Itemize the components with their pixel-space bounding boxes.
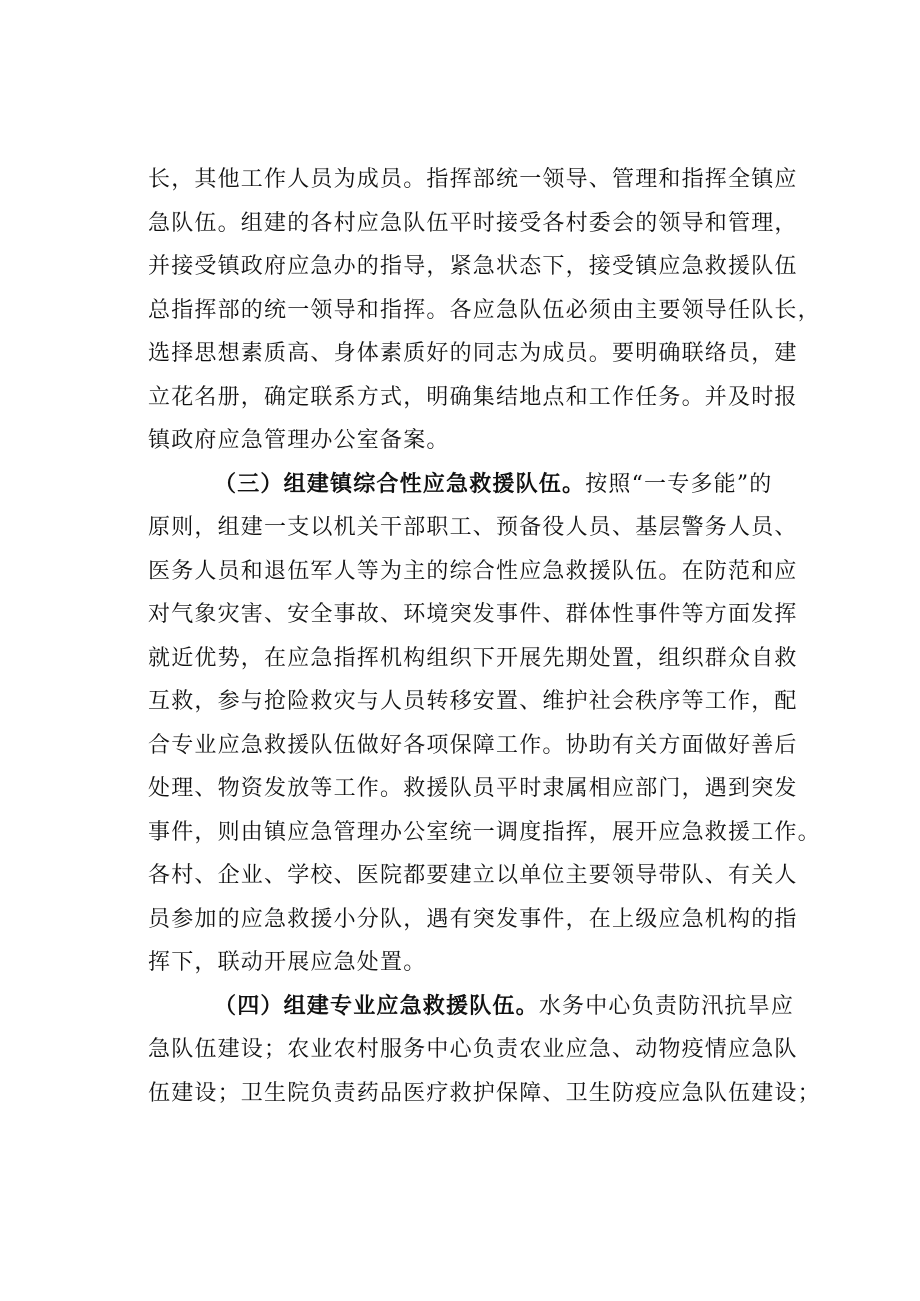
text-run: 按照“一专多能”的 (585, 471, 773, 497)
text-line: 医务人员和退伍军人等为主的综合性应急救援队伍。在防范和应 (148, 558, 798, 584)
text-line: 各村、企业、学校、医院都要建立以单位主要领导带队、有关人 (148, 863, 798, 888)
section-heading: （四）组建专业应急救援队伍。 (214, 993, 539, 1019)
text-line: 事件，则由镇应急管理办公室统一调度指挥，展开应急救援工作。 (148, 819, 821, 845)
text-line: 合专业应急救援队伍做好各项保障工作。协助有关方面做好善后 (148, 732, 798, 758)
text-line: 员参加的应急救援小分队，遇有突发事件，在上级应急机构的指 (148, 906, 798, 932)
text-line: 对气象灾害、安全事故、环境突发事件、群体性事件等方面发挥 (148, 602, 798, 627)
text-line: 并接受镇政府应急办的指导，紧急状态下，接受镇应急救援队伍 (148, 254, 798, 279)
text-line: 急队伍。组建的各村应急队伍平时接受各村委会的领导和管理， (148, 210, 798, 236)
text-line: 总指挥部的统一领导和指挥。各应急队伍必须由主要领导任队长， (148, 297, 821, 323)
paragraph-2 (148, 463, 821, 985)
paragraph-first-line (148, 985, 808, 1029)
text-line: 挥下，联动开展应急处置。 (148, 950, 427, 975)
section-heading: （三）组建镇综合性应急救援队伍。 (214, 471, 586, 497)
paragraph-1 (148, 158, 821, 463)
text-line: 就近优势，在应急指挥机构组织下开展先期处置，组织群众自救 (148, 645, 798, 671)
paragraph-3 (148, 985, 821, 1116)
text-line: 立花名册，确定联系方式，明确集结地点和工作任务。并及时报 (148, 384, 798, 410)
text-line: 处理、物资发放等工作。救援队员平时隶属相应部门，遇到突发 (148, 776, 798, 801)
text-line: 选择思想素质高、身体素质好的同志为成员。要明确联络员，建 (148, 341, 798, 366)
text-line: 急队伍建设；农业农村服务中心负责农业应急、动物疫情应急队 (148, 1037, 798, 1062)
document-body (148, 158, 821, 1115)
text-line: 互救，参与抢险救灾与人员转移安置、维护社会秩序等工作，配 (148, 689, 798, 714)
text-line: 伍建设；卫生院负责药品医疗救护保障、卫生防疫应急队伍建设； (148, 1080, 821, 1106)
text-line: 长，其他工作人员为成员。指挥部统一领导、管理和指挥全镇应 (148, 167, 798, 192)
text-line: 镇政府应急管理办公室备案。 (148, 428, 450, 453)
text-line: 原则，组建一支以机关干部职工、预备役人员、基层警务人员、 (148, 515, 798, 540)
text-run: 水务中心负责防汛抗旱应 (538, 993, 795, 1019)
paragraph-first-line (148, 463, 808, 507)
